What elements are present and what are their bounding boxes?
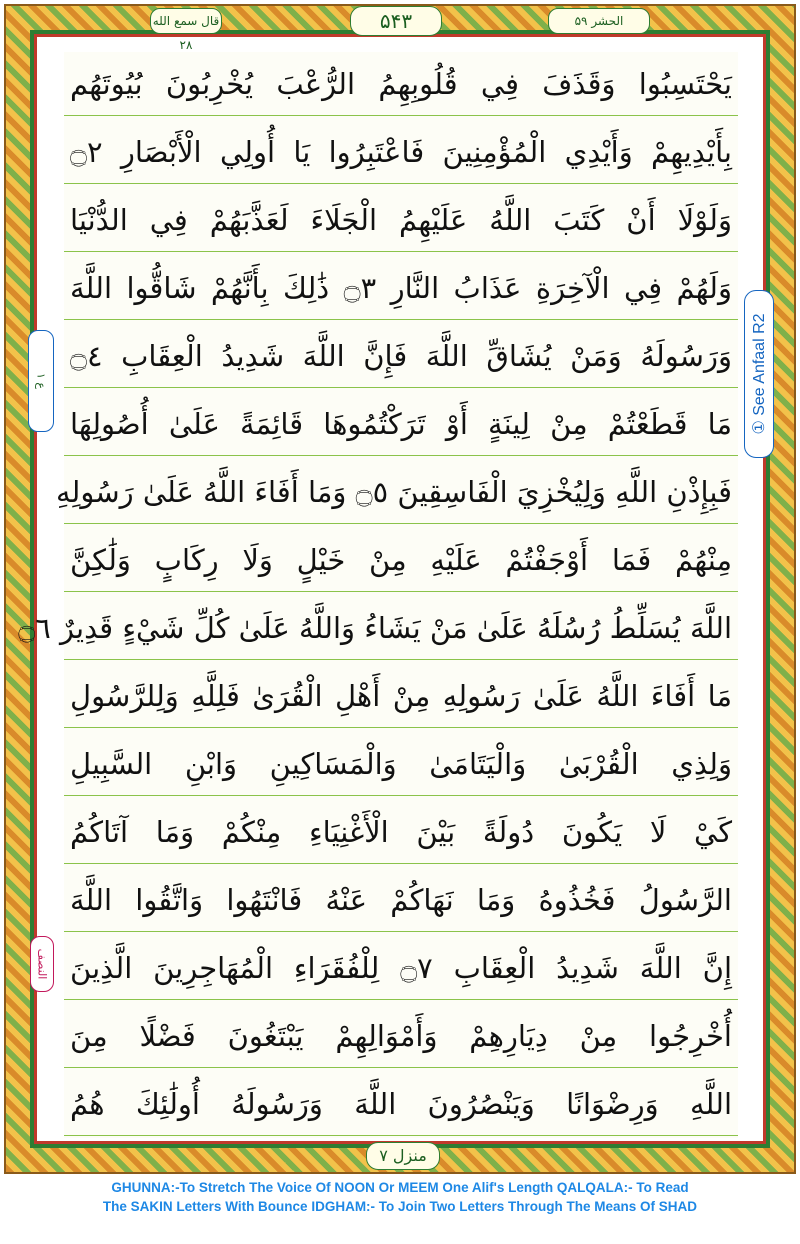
- surah-label: الحشر ۵۹: [548, 8, 650, 34]
- verse-line: وَلِذِي الْقُرْبَىٰ وَالْيَتَامَىٰ وَالْمَسَاكِينِ وَابْنِ السَّبِيلِ: [64, 732, 738, 796]
- cross-reference-badge: [744, 290, 774, 458]
- verse-line: مَا قَطَعْتُمْ مِنْ لِينَةٍ أَوْ تَرَكْتُمُوهَا قَائِمَةً عَلَىٰ أُصُولِهَا: [64, 392, 738, 456]
- verse-line: مَا أَفَاءَ اللَّهُ عَلَىٰ رَسُولِهِ مِنْ أَهْلِ الْقُرَىٰ فَلِلَّهِ وَلِلرَّسُولِ: [64, 664, 738, 728]
- ruku-marker-label: ع ۱: [34, 373, 48, 389]
- legend-line-2: The SAKIN Letters With Bounce IDGHAM:- To Join Two Letters Through The Means Of SHAD: [102, 1199, 698, 1214]
- verse-line: أُخْرِجُوا مِنْ دِيَارِهِمْ وَأَمْوَالِهِمْ يَبْتَغُونَ فَضْلًا مِنَ: [64, 1004, 738, 1068]
- verse-line: الرَّسُولُ فَخُذُوهُ وَمَا نَهَاكُمْ عَنْهُ فَانْتَهُوا وَاتَّقُوا اللَّهَ: [64, 868, 738, 932]
- verse-line: وَلَهُمْ فِي الْآخِرَةِ عَذَابُ النَّارِ ۝٣ ذَٰلِكَ بِأَنَّهُمْ شَاقُّوا اللَّهَ: [64, 256, 738, 320]
- verse-line: وَرَسُولَهُ وَمَنْ يُشَاقِّ اللَّهَ فَإِنَّ اللَّهَ شَدِيدُ الْعِقَابِ ۝٤: [64, 324, 738, 388]
- half-marker: [30, 936, 54, 992]
- cross-reference-label: ① See Anfaal R2: [751, 313, 768, 435]
- verse-line: اللَّهِ وَرِضْوَانًا وَيَنْصُرُونَ اللَّهَ وَرَسُولَهُ أُولَٰئِكَ هُمُ: [64, 1072, 738, 1136]
- page-number: ۵۴۳: [350, 6, 442, 36]
- verse-line: بِأَيْدِيهِمْ وَأَيْدِي الْمُؤْمِنِينَ فَاعْتَبِرُوا يَا أُولِي الْأَبْصَارِ ۝٢: [64, 120, 738, 184]
- verse-line: وَلَوْلَا أَنْ كَتَبَ اللَّهُ عَلَيْهِمُ الْجَلَاءَ لَعَذَّبَهُمْ فِي الدُّنْيَا: [64, 188, 738, 252]
- verse-line: إِنَّ اللَّهَ شَدِيدُ الْعِقَابِ ۝٧ لِلْفُقَرَاءِ الْمُهَاجِرِينَ الَّذِينَ: [64, 936, 738, 1000]
- verse-line: يَحْتَسِبُوا وَقَذَفَ فِي قُلُوبِهِمُ الرُّعْبَ يُخْرِبُونَ بُيُوتَهُم: [64, 52, 738, 116]
- juz-label: قال سمع الله ۲۸: [150, 8, 222, 34]
- legend-line-1: GHUNNA:-To Stretch The Voice Of NOON Or MEEM One Alif's Length QALQALA:- To Read: [111, 1180, 689, 1195]
- verse-line: كَيْ لَا يَكُونَ دُولَةً بَيْنَ الْأَغْنِيَاءِ مِنْكُمْ وَمَا آتَاكُمُ: [64, 800, 738, 864]
- half-marker-label: النصف: [35, 948, 49, 980]
- ruku-marker: [28, 330, 54, 432]
- manzil-label: منزل ۷: [366, 1142, 440, 1170]
- verse-line: فَبِإِذْنِ اللَّهِ وَلِيُخْزِيَ الْفَاسِقِينَ ۝٥ وَمَا أَفَاءَ اللَّهُ عَلَىٰ رَسُولِهِ: [64, 460, 738, 524]
- tajweed-legend: [0, 1178, 800, 1244]
- verse-line: اللَّهَ يُسَلِّطُ رُسُلَهُ عَلَىٰ مَنْ يَشَاءُ وَاللَّهُ عَلَىٰ كُلِّ شَيْءٍ قَدِيرٌ ۝٦: [64, 596, 738, 660]
- verse-line: مِنْهُمْ فَمَا أَوْجَفْتُمْ عَلَيْهِ مِنْ خَيْلٍ وَلَا رِكَابٍ وَلَٰكِنَّ: [64, 528, 738, 592]
